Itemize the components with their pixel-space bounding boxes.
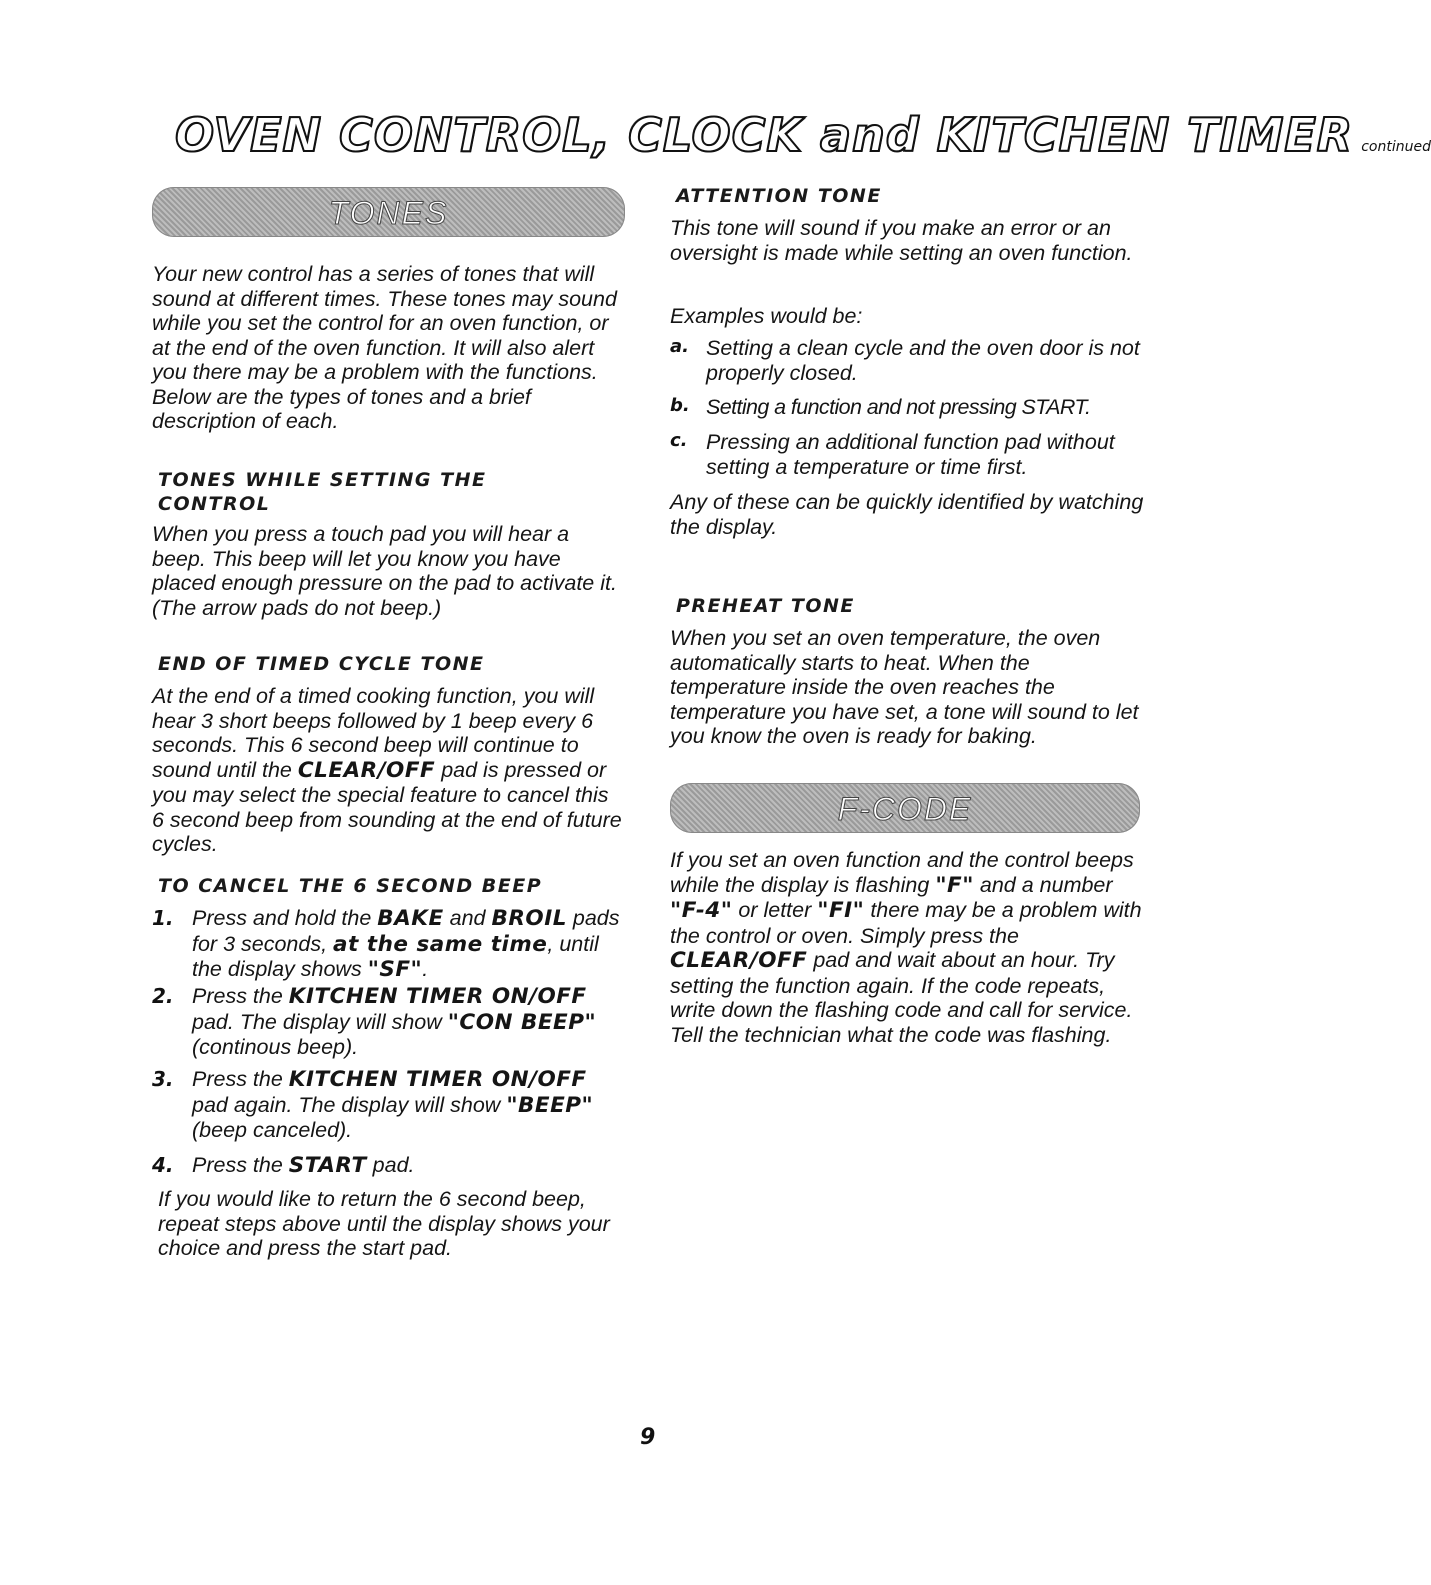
tones-intro: Your new control has a series of tones that will sound at different times. These tones may sound while you set the control for an oven function, or at the end of the oven function. It will also alert you there may be a problem with the functions. Below are the types of tones and a brief description of each.: [152, 262, 617, 433]
identified-text: Any of these can be quickly identified by watching the display.: [670, 490, 1144, 539]
example-c: [670, 430, 1150, 490]
clear-off-label: CLEAR/OFF: [297, 757, 436, 783]
examples-intro: Examples would be:: [670, 304, 863, 328]
step-text: Press the KITCHEN TIMER ON/OFF pad. The display will show "CON BEEP" (continous beep).: [192, 984, 597, 1059]
end-cycle-text: At the end of a timed cooking function, you will hear 3 short beeps followed by 1 beep every 6 seconds. This 6 second beep will continue to sound until the CLEAR/OFF pad is pressed or you may select the special feature to cancel this 6 second beep from sounding at the end of future cycles.: [152, 684, 622, 856]
step-number: 1.: [152, 906, 174, 930]
page-number: 9: [640, 1425, 656, 1450]
step-text: Press and hold the BAKE and BROIL pads for 3 seconds, at the same time, until the display shows "SF".: [192, 906, 620, 982]
fcode-banner-label: F-CODE: [837, 791, 973, 827]
step-1: [152, 906, 630, 986]
page-title: [175, 108, 1431, 162]
step-2: [152, 984, 630, 1064]
example-letter: b.: [670, 395, 690, 416]
example-letter: c.: [670, 430, 688, 451]
example-b: [670, 395, 1150, 425]
preheat-text: When you set an oven temperature, the oven automatically starts to heat. When the temperature inside the oven reaches the temperature you have set, a tone will sound to let you know the oven is ready for baking.: [670, 626, 1139, 748]
setting-heading: TONES WHILE SETTING THE CONTROL: [158, 469, 487, 515]
tones-banner: [152, 187, 625, 237]
fcode-text: If you set an oven function and the control beeps while the display is flashing "F" and a number "F-4" or letter "FI" there may be a problem with the control or oven. Simply press the CLEAR/OFF pad and wait about an hour. Try setting the function again. If the code repeats, write down the flashing code and call for service. Tell the technician what the code was flashing.: [670, 848, 1142, 1047]
preheat-heading: PREHEAT TONE: [676, 595, 855, 617]
tones-banner-label: TONES: [328, 195, 449, 231]
attention-heading: ATTENTION TONE: [676, 185, 882, 207]
example-a: [670, 336, 1150, 396]
title-main: OVEN CONTROL, CLOCK and KITCHEN TIMER: [175, 108, 1354, 162]
cancel-heading: TO CANCEL THE 6 SECOND BEEP: [158, 875, 543, 897]
example-text: Setting a function and not pressing START.: [706, 395, 1091, 419]
fcode-banner: [670, 783, 1140, 833]
step-number: 3.: [152, 1067, 174, 1091]
step-3: [152, 1067, 630, 1147]
end-cycle-heading: END OF TIMED CYCLE TONE: [158, 653, 485, 675]
step-text: Press the START pad.: [192, 1153, 415, 1178]
step-text: Press the KITCHEN TIMER ON/OFF pad again. The display will show "BEEP" (beep canceled).: [192, 1067, 594, 1142]
step-4: [152, 1153, 630, 1183]
title-continued: continued: [1361, 139, 1431, 155]
example-text: Pressing an additional function pad without setting a temperature or time first.: [706, 430, 1115, 479]
attention-text: This tone will sound if you make an error or an oversight is made while setting an oven function.: [670, 216, 1133, 265]
closing-text: If you would like to return the 6 second beep, repeat steps above until the display shows your choice and press the start pad.: [158, 1187, 610, 1260]
example-letter: a.: [670, 336, 689, 357]
example-text: Setting a clean cycle and the oven door is not properly closed.: [706, 336, 1140, 385]
setting-text: When you press a touch pad you will hear a beep. This beep will let you know you have placed enough pressure on the pad to activate it. (The arrow pads do not beep.): [152, 522, 617, 620]
step-number: 4.: [152, 1153, 174, 1177]
step-number: 2.: [152, 984, 174, 1008]
